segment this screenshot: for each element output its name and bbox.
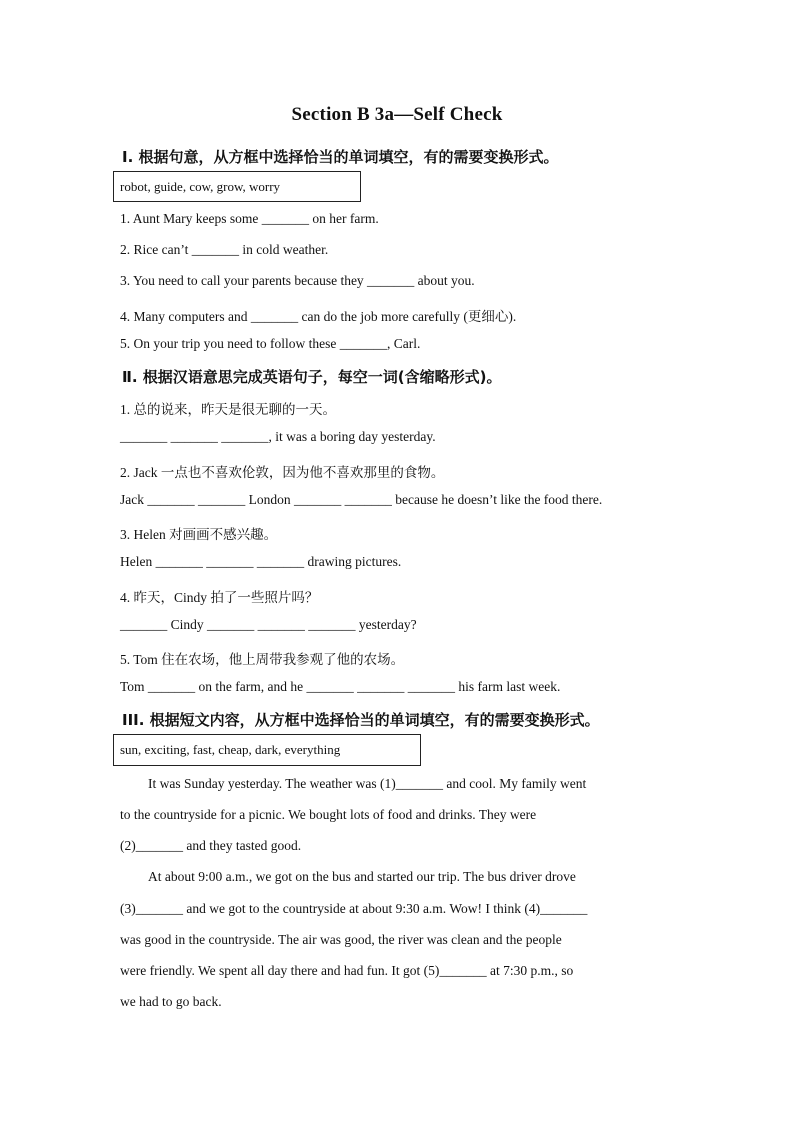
part1-item-2: 2. Rice can’t _______ in cold weather. (120, 242, 329, 257)
part2-item-2-prompt: 2. Jack 一点也不喜欢伦敦，因为他不喜欢那里的食物。 (120, 465, 445, 480)
part2-item-3-prompt: 3. Helen 对画画不感兴趣。 (120, 527, 278, 542)
passage-line: to the countryside for a picnic. We bought lots of food and drinks. They were (120, 807, 537, 822)
page-title: Section B 3a—Self Check (291, 104, 503, 125)
part1-word-box: robot, guide, cow, grow, worry (113, 171, 361, 202)
passage-line: we had to go back. (120, 994, 222, 1009)
part2-item-3-answer: Helen _______ _______ _______ drawing pictures. (120, 554, 402, 569)
part2-item-2-answer: Jack _______ _______ London _______ _______ because he doesn’t like the food there. (120, 492, 603, 507)
part3-heading: III. 根据短文内容，从方框中选择恰当的单词填空，有的需要变换形式。 (122, 711, 600, 729)
part2-heading: Ⅱ. 根据汉语意思完成英语句子，每空一词(含缩略形式)。 (122, 368, 502, 386)
passage-line: was good in the countryside. The air was good, the river was clean and the people (120, 932, 562, 947)
part1-item-5: 5. On your trip you need to follow these _______, Carl. (120, 336, 421, 351)
passage-line: were friendly. We spent all day there and had fun. It got (5)_______ at 7:30 p.m., so (120, 963, 574, 978)
passage-line: It was Sunday yesterday. The weather was (1)_______ and cool. My family went (148, 776, 587, 791)
passage-line: (3)_______ and we got to the countryside at about 9:30 a.m. Wow! I think (4)_______ (120, 901, 588, 916)
part2-item-5-prompt: 5. Tom 住在农场，他上周带我参观了他的农场。 (120, 652, 405, 667)
part2-item-4-prompt: 4. 昨天，Cindy 拍了一些照片吗？ (120, 590, 319, 605)
part1-heading: Ⅰ. 根据句意，从方框中选择恰当的单词填空，有的需要变换形式。 (122, 148, 559, 166)
part1-item-4: 4. Many computers and _______ can do the job more carefully (更细心). (120, 309, 517, 324)
part2-item-1-answer: _______ _______ _______, it was a boring day yesterday. (120, 429, 436, 444)
part2-item-4-answer: _______ Cindy _______ _______ _______ yesterday? (120, 617, 417, 632)
part3-word-box: sun, exciting, fast, cheap, dark, everything (113, 734, 421, 766)
part1-item-1: 1. Aunt Mary keeps some _______ on her farm. (120, 211, 379, 226)
passage-line: (2)_______ and they tasted good. (120, 838, 302, 853)
part1-item-3: 3. You need to call your parents because they _______ about you. (120, 273, 475, 288)
part2-item-1-prompt: 1. 总的说来，昨天是很无聊的一天。 (120, 402, 336, 417)
passage-line: At about 9:00 a.m., we got on the bus and started our trip. The bus driver drove (148, 869, 576, 884)
part2-item-5-answer: Tom _______ on the farm, and he _______ _______ _______ his farm last week. (120, 679, 561, 694)
